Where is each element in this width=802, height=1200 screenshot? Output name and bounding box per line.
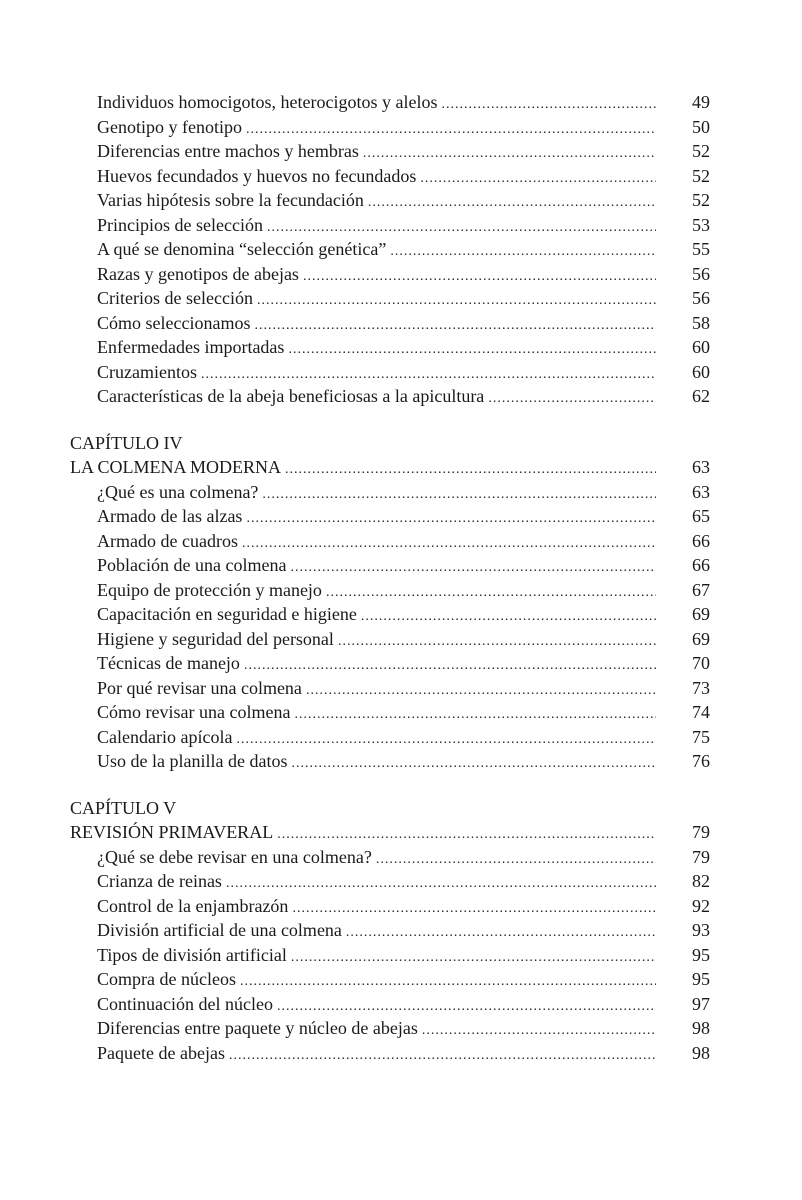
toc-entry-title: Individuos homocigotos, heterocigotos y alelos (97, 92, 438, 112)
toc-entry-title: Diferencias entre machos y hembras (97, 141, 359, 161)
dot-leader (288, 338, 656, 363)
dot-leader (390, 240, 656, 265)
toc-page-number: 79 (692, 846, 710, 867)
toc-page-number: 53 (692, 214, 710, 235)
dot-leader (262, 483, 656, 508)
toc-entry[interactable] (70, 943, 710, 968)
toc-entry[interactable] (70, 918, 710, 943)
toc-entry[interactable] (70, 237, 710, 262)
toc-entry-title: Huevos fecundados y huevos no fecundados (97, 165, 417, 186)
toc-page-number: 67 (692, 579, 710, 600)
toc-entry-title: Diferencias entre paquete y núcleo de abejas (97, 1018, 418, 1038)
toc-entry[interactable] (70, 115, 710, 140)
toc-entry-title: División artificial de una colmena (97, 920, 342, 940)
dot-leader (338, 630, 656, 655)
toc-entry-title: ¿Qué se debe revisar en una colmena? (97, 846, 372, 867)
toc-entry-title: Genotipo y fenotipo (97, 116, 242, 137)
toc-entry[interactable] (70, 749, 710, 774)
toc-page-number: 56 (692, 288, 710, 308)
dot-leader (291, 946, 656, 971)
toc-page-number: 69 (692, 604, 710, 624)
toc-entry-title: Características de la abeja beneficiosas a la apicultura (97, 386, 485, 406)
toc-page-number: 70 (692, 653, 710, 673)
toc-page-number: 56 (692, 263, 710, 284)
toc-entry[interactable] (70, 384, 710, 409)
toc-page-number: 63 (692, 481, 710, 502)
toc-page-number: 62 (692, 386, 710, 406)
toc-entry-title: Equipo de protección y manejo (97, 579, 322, 600)
toc-entry[interactable] (70, 651, 710, 676)
dot-leader (291, 752, 656, 777)
dot-leader (420, 167, 656, 192)
toc-page-number: 52 (692, 141, 710, 161)
toc-entry-title: Armado de las alzas (97, 506, 243, 526)
toc-entry[interactable] (70, 992, 710, 1017)
dot-leader (441, 93, 656, 118)
toc-page-number: 93 (692, 920, 710, 940)
toc-page-number: 58 (692, 312, 710, 333)
toc-page-number: 49 (692, 92, 710, 112)
toc-page-number: 60 (692, 337, 710, 357)
toc-entry[interactable] (70, 1016, 710, 1041)
toc-entry-title: Técnicas de manejo (97, 653, 240, 673)
toc-entry[interactable] (70, 869, 710, 894)
toc-entry[interactable] (70, 676, 710, 701)
toc-entry-title: Varias hipótesis sobre la fecundación (97, 190, 364, 210)
dot-leader (242, 532, 656, 557)
dot-leader (306, 679, 656, 704)
toc-entry-title: Armado de cuadros (97, 530, 238, 551)
toc-entry-title: Enfermedades importadas (97, 337, 285, 357)
toc-page-number: 98 (692, 1042, 710, 1063)
toc-entry[interactable] (70, 529, 710, 554)
dot-leader (244, 654, 656, 679)
toc-entry[interactable] (70, 480, 710, 505)
toc-entry-title: Continuación del núcleo (97, 993, 273, 1014)
toc-page-number: 97 (692, 993, 710, 1014)
dot-leader (422, 1019, 656, 1044)
toc-entry-title: Cómo revisar una colmena (97, 702, 291, 722)
toc-chapter-entry[interactable] (70, 455, 710, 480)
toc-page-number: 50 (692, 116, 710, 137)
toc-page-number: 95 (692, 969, 710, 989)
toc-page-number: 55 (692, 239, 710, 259)
toc-page-number: 69 (692, 628, 710, 649)
toc-entry-title: Cruzamientos (97, 361, 197, 382)
toc-page-number: 75 (692, 726, 710, 747)
toc-entry-title: Uso de la planilla de datos (97, 751, 288, 771)
toc-page-number: 63 (692, 457, 710, 477)
dot-leader (254, 314, 656, 339)
dot-leader (294, 703, 656, 728)
toc-entry-title: Compra de núcleos (97, 969, 236, 989)
toc-entry[interactable] (70, 504, 710, 529)
toc-entry[interactable] (70, 335, 710, 360)
toc-entry[interactable] (70, 360, 710, 385)
toc-page-number: 95 (692, 944, 710, 965)
toc-entry-title: Criterios de selección (97, 288, 253, 308)
toc-page-number: 82 (692, 871, 710, 891)
toc-entry-title: Por qué revisar una colmena (97, 677, 302, 698)
toc-entry-title: Crianza de reinas (97, 871, 222, 891)
toc-entry[interactable] (70, 311, 710, 336)
toc-entry[interactable] (70, 894, 710, 919)
toc-chapter-entry[interactable] (70, 820, 710, 845)
toc-entry-title: Calendario apícola (97, 726, 233, 747)
toc-page-number: 52 (692, 165, 710, 186)
dot-leader (229, 1044, 656, 1069)
toc-entry[interactable] (70, 139, 710, 164)
dot-leader (376, 848, 656, 873)
toc-page-number: 66 (692, 530, 710, 551)
toc-page-number: 98 (692, 1018, 710, 1038)
dot-leader (292, 897, 656, 922)
dot-leader (361, 605, 656, 630)
toc-entry[interactable] (70, 627, 710, 652)
toc-section (70, 796, 710, 1066)
toc-entry-title: Paquete de abejas (97, 1042, 225, 1063)
dot-leader (488, 387, 656, 412)
dot-leader (257, 289, 656, 314)
chapter-heading: CAPÍTULO IV (70, 432, 183, 453)
toc-entry[interactable] (70, 553, 710, 578)
toc-entry[interactable] (70, 164, 710, 189)
toc-section (70, 90, 710, 409)
toc-section (70, 431, 710, 774)
toc-entry-title: Capacitación en seguridad e higiene (97, 604, 357, 624)
dot-leader (285, 458, 656, 483)
dot-leader (290, 556, 656, 581)
toc-entry-title: Cómo seleccionamos (97, 312, 251, 333)
toc-page-number: 52 (692, 190, 710, 210)
toc-page-number: 65 (692, 506, 710, 526)
dot-leader (346, 921, 656, 946)
toc-page-number: 74 (692, 702, 710, 722)
toc-entry[interactable] (70, 188, 710, 213)
toc-entry-title: Población de una colmena (97, 555, 287, 575)
toc-entry[interactable] (70, 967, 710, 992)
toc-entry[interactable] (70, 602, 710, 627)
toc-entry-title: ¿Qué es una colmena? (97, 481, 259, 502)
toc-page-number: 79 (692, 822, 710, 842)
dot-leader (303, 265, 656, 290)
toc-entry[interactable] (70, 213, 710, 238)
table-of-contents (70, 90, 710, 1065)
toc-entry-title: Control de la enjambrazón (97, 895, 289, 916)
toc-entry[interactable] (70, 90, 710, 115)
toc-entry-title: REVISIÓN PRIMAVERAL (70, 822, 274, 842)
toc-entry[interactable] (70, 262, 710, 287)
toc-page-number: 73 (692, 677, 710, 698)
dot-leader (368, 191, 656, 216)
toc-entry-title: Principios de selección (97, 214, 263, 235)
toc-page-number: 76 (692, 751, 710, 771)
dot-leader (236, 728, 656, 753)
toc-entry[interactable] (70, 578, 710, 603)
toc-entry-title: Razas y genotipos de abejas (97, 263, 299, 284)
toc-entry[interactable] (70, 700, 710, 725)
toc-entry-title: Higiene y seguridad del personal (97, 628, 334, 649)
toc-entry[interactable] (70, 286, 710, 311)
dot-leader (226, 872, 656, 897)
toc-entry[interactable] (70, 1041, 710, 1066)
toc-entry-title: A qué se denomina “selección genética” (97, 239, 387, 259)
chapter-heading: CAPÍTULO V (70, 797, 177, 818)
toc-entry[interactable] (70, 845, 710, 870)
toc-entry-title: Tipos de división artificial (97, 944, 287, 965)
toc-page-number: 66 (692, 555, 710, 575)
dot-leader (246, 507, 656, 532)
toc-entry-title: LA COLMENA MODERNA (70, 457, 282, 477)
toc-entry[interactable] (70, 725, 710, 750)
toc-page-number: 92 (692, 895, 710, 916)
toc-page-number: 60 (692, 361, 710, 382)
dot-leader (240, 970, 656, 995)
dot-leader (326, 581, 656, 606)
